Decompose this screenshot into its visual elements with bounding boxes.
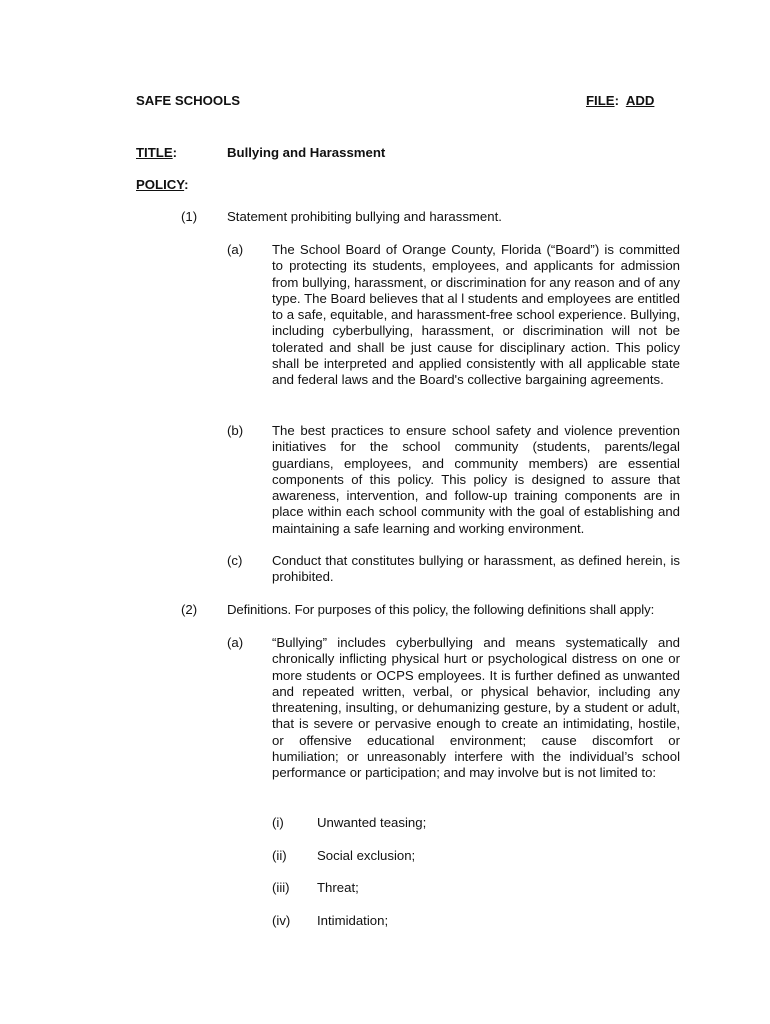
subitem-number: (i) [272, 815, 284, 830]
subitem-text: Intimidation; [317, 913, 389, 928]
subitem-text: Social exclusion; [317, 848, 416, 863]
section-heading-text: Definitions. For purposes of this policy, the following definitions shall apply: [227, 602, 655, 617]
policy-colon: : [184, 177, 189, 192]
item-number: (a) [227, 242, 244, 257]
subitem-text: Unwanted teasing; [317, 815, 427, 830]
paragraph: The best practices to ensure school safety and violence prevention initiatives for the school community (students, parents/legal guardians, employees, and community members) are essential components of this policy. This policy is designed to assure that awareness, intervention, and follow-up training components are in place within each school community with the goal of establishing and maintaining a safe learning and working environment. [272, 423, 680, 536]
file-label: FILE [586, 93, 615, 108]
title-label: TITLE [136, 145, 173, 160]
section-heading-text: Statement prohibiting bullying and harassment. [227, 209, 502, 224]
item-number: (c) [227, 553, 243, 568]
subitem-number: (ii) [272, 848, 287, 863]
file-separator: : [614, 93, 619, 108]
paragraph: Conduct that constitutes bullying or harassment, as defined herein, is prohibited. [272, 553, 680, 585]
item-number: (b) [227, 423, 244, 438]
subitem-text: Threat; [317, 880, 359, 895]
file-code: ADD [625, 93, 655, 108]
title-colon: : [172, 145, 178, 160]
document-title: Bullying and Harassment [227, 145, 386, 160]
section-heading: SAFE SCHOOLS [136, 93, 241, 108]
paragraph: “Bullying” includes cyberbullying and means systematically and chronically inflicting physical hurt or psychological distress on one or more students or OCPS employees. It is further defined as unwanted and repeated written, verbal, or physical behavior, including any threatening, insulting, or dehumanizing gesture, by a student or adult, that is severe or pervasive enough to create an intimidating, hostile, or offensive educational environment; cause discomfort or humiliation; or unreasonably interfere with the individual’s school performance or participation; and may involve but is not limited to: [272, 635, 680, 781]
policy-label: POLICY [136, 177, 185, 192]
file-reference [586, 93, 654, 109]
title-label-group [136, 145, 177, 161]
section-number: (2) [181, 602, 198, 617]
subitem-number: (iii) [272, 880, 290, 895]
paragraph: The School Board of Orange County, Florida (“Board”) is committed to protecting its students, employees, and applicants for admission from bullying, harassment, or discrimination for any reason and of any type. The Board believes that al l students and employees are entitled to a safe, equitable, and harassment-free school experience. Bullying, including cyberbullying, harassment, or discrimination will not be tolerated and shall be just cause for disciplinary action. This policy shall be interpreted and applied consistently with all applicable state and federal laws and the Board's collective bargaining agreements. [272, 242, 680, 388]
subitem-number: (iv) [272, 913, 291, 928]
policy-label-group [136, 177, 189, 193]
item-number: (a) [227, 635, 244, 650]
section-number: (1) [181, 209, 198, 224]
